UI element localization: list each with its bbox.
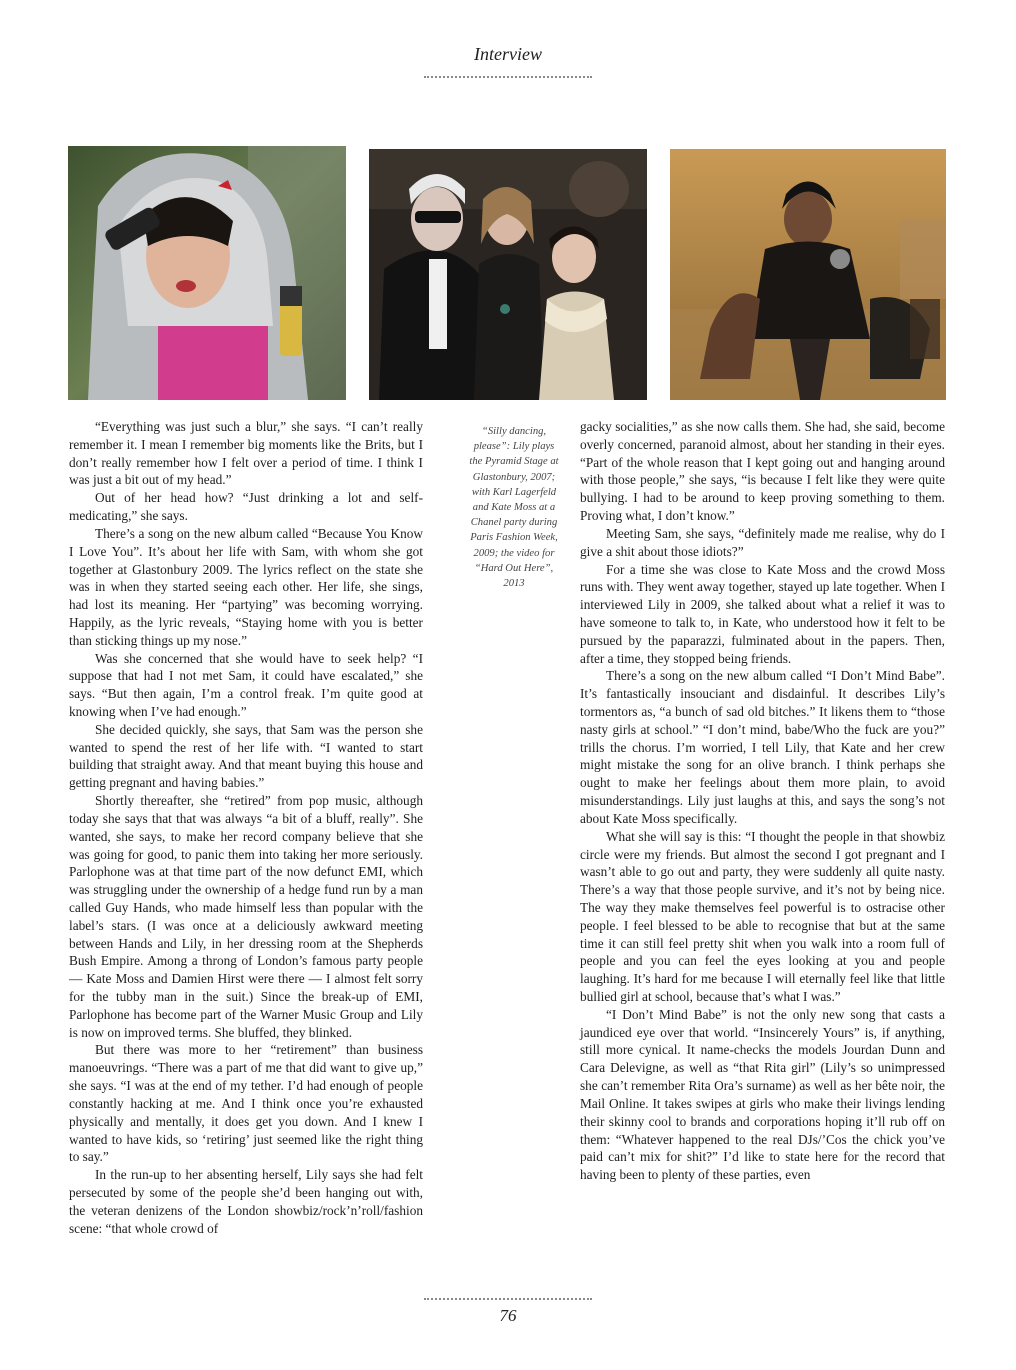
paragraph: “Everything was just such a blur,” she says. “I can’t really remember it. I mean I remember big moments like the Brits, but I don’t really remember how I felt over a period of time. I think I was just a bit out of my head.”: [69, 419, 423, 488]
paragraph: There’s a song on the new album called “I Don’t Mind Babe”. It’s fantastically insouciant and disdainful. It describes Lily’s tormentors as, “a bunch of sad old bitches.” It likens them to “those nasty girls at school.” “I don’t mind, babe/Who the fuck are you?” trills the chorus. I’m worried, I tell Lily, that Kate and her crew might mistake the song for an olive branch. I think perhaps she ought to make her feelings about them more plain, to avoid misunderstandings. Lily just laughs at this, and says the song’s not about Kate Moss specifically.: [580, 668, 945, 826]
section-title: Interview: [474, 44, 542, 64]
paragraph: In the run-up to her absenting herself, Lily says she had felt persecuted by some of the people she’d been hanging out with, the veteran denizens of the London showbiz/rock’n’roll/fashion scene: “that whole crowd of: [69, 1167, 423, 1236]
paragraph: Out of her head how? “Just drinking a lot and self-medicating,” she says.: [69, 490, 423, 524]
photo-caption: “Silly dancing, please”: Lily plays the Pyramid Stage at Glastonbury, 2007; with Karl Lagerfeld and Kate Moss at a Chanel party during Paris Fashion Week, 2009; the video for “Hard Out Here”, 2013: [469, 426, 559, 590]
paragraph: Was she concerned that she would have to seek help? “I suppose that had I not met Sam, it could have escalated,” she says. “But then again, I’m a control freak. I’m quite good at knowing when I’ve had enough.”: [69, 650, 423, 719]
paragraph: gacky socialities,” as she now calls them. She had, she said, become overly concerned, paranoid almost, about her standing in their eyes. “Part of the whole reason that I kept going out and hanging around with those people,” she says, “is because I felt like they were quite bullying. I had to be around to keep proving something to them. Proving what, I don’t know.”: [580, 419, 945, 524]
paragraph: There’s a song on the new album called “Because You Know I Love You”. It’s about her life with Sam, with whom she got together at Glastonbury 2009. The lyrics reflect on the state she was in when they started seeing each other. Her life, she sings, had lost its meaning. Her “partying” was becoming worrying. Happily, as the lyric reveals, “Staying home with you is better than sticking things up my nose.”: [69, 525, 423, 648]
header-dotted-rule: [424, 76, 592, 78]
paragraph: Shortly thereafter, she “retired” from pop music, although today she says that that was always “a bit of a bluff, really”. She wanted, she says, to make her record company believe that she was going for good, to panic them into taking her more seriously. Parlophone was at that time part of the now defunct EMI, which was struggling under the ownership of a hedge fund run by a man called Guy Hands, who made himself less than popular with the label’s stars. (I was once at a deliciously awkward meeting between Hands and Lily, in her dressing room at the Shepherds Bush Empire. Among a throng of London’s famous party people — Kate Moss and Damien Hirst were there — I almost felt sorry for the tubby man in the suit.) Since the break-up of EMI, Parlophone has become part of the Warner Music Group and Lily is now on improved terms. She bluffed, they blinked.: [69, 793, 423, 1040]
paragraph: “I Don’t Mind Babe” is not the only new song that casts a jaundiced eye over that world. “Insincerely Yours” is, if anything, still more cynical. It name-checks the models Jourdan Dunn and Cara Delevigne, as well as “that Rita girl” (Lily’s so unimpressed she can’t remember Rita Ora’s surname) as well as her bête noir, the Mail Online. It takes swipes at girls who make their livings lending their skinny cool to brands and corporations hoping it’ll rub off on them: “Whatever happened to the real DJs/’Cos the chick you’ve paid can’t mix for shit?” I’d like to state here for the record that having been to plenty of these parties, even: [580, 1006, 945, 1183]
photo-singer-glastonbury: [68, 146, 346, 400]
paragraph: What she will say is this: “I thought the people in that showbiz circle were my friends. But almost the second I got pregnant and I wasn’t able to go out and party, they were suddenly all quite nasty. There’s a way that those people survive, and it’s not by being nice. The way they make themselves feel powerful is to ostracise other people. I feel blessed to be able to recognise that but at the same time it can still feel pretty shit when you walk into a room full of people and you can feel the eyes looking at you and people laughing. It’s hard for me because I will eternally feel like that little bullied girl at school, because that’s what I was.”: [580, 828, 945, 1004]
footer-dotted-rule: [424, 1298, 592, 1300]
paragraph: Meeting Sam, she says, “definitely made me realise, why do I give a shit about those idiots?”: [580, 525, 945, 559]
page-number: 76: [499, 1306, 517, 1325]
paragraph: For a time she was close to Kate Moss and the crowd Moss runs with. They went away together, stayed up late together. When I interviewed Lily in 2009, she talked about what a relief it was to have someone to talk to, in Kate, who understood how it felt to be pursued by the paparazzi, fulminated about in the papers. Then, after a time, they stopped being friends.: [580, 561, 945, 666]
paragraph: But there was more to her “retirement” than business manoeuvrings. “There was a part of me that did want to give up,” she says. “I was at the end of my tether. I’d had enough of people constantly hacking at me. And I think once you’re exhausted physically and mentally, it does get you down. And I knew I wanted to have kids, so ‘retiring’ just seemed like the right thing to say.”: [69, 1042, 423, 1165]
article-column-right: [580, 418, 945, 1184]
article-column-left: [69, 418, 423, 1237]
paragraph: She decided quickly, she says, that Sam was the person she wanted to spend the rest of her life with. “I wanted to start building that straight away. And that meant buying this house and getting pregnant and having babies.”: [69, 721, 423, 791]
photo-music-video: [670, 149, 946, 400]
photo-chanel-party: [369, 149, 647, 400]
